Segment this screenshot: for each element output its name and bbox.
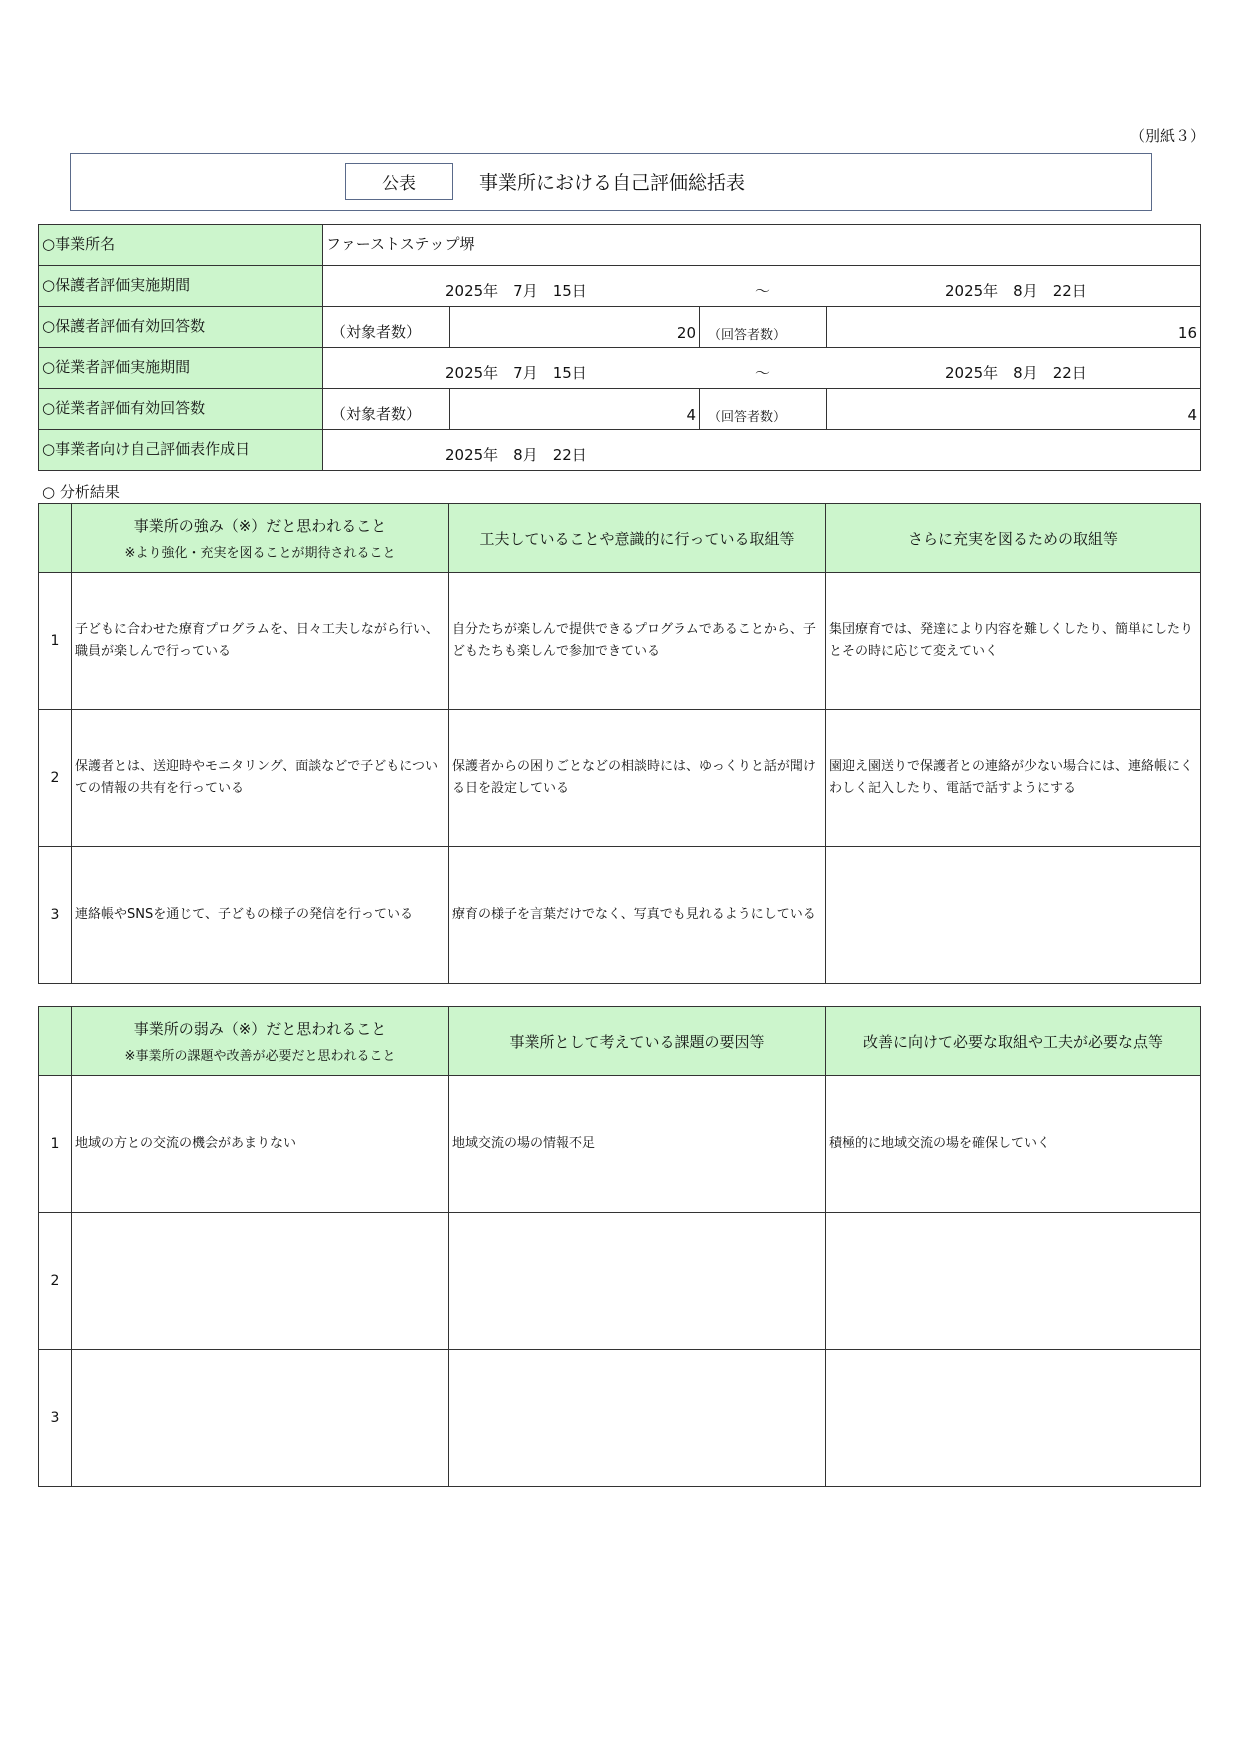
cause-cell [449, 1213, 826, 1350]
staff-period-label: ○従業者評価実施期間 [39, 348, 323, 389]
improvement-cell: 積極的に地域交流の場を確保していく [826, 1076, 1201, 1213]
staff-period-row [39, 348, 1201, 389]
strengths-table [38, 503, 1201, 984]
page-title: 事業所における自己評価総括表 [479, 172, 746, 194]
staff-period-value [323, 348, 1201, 389]
weaknesses-col1-title: 事業所の弱み（※）だと思われること [133, 1020, 387, 1038]
table-row [39, 710, 1201, 847]
staff-period-start: 2025年 7月 15日 [445, 364, 587, 382]
strengths-col2-header: 工夫していることや意識的に行っている取組等 [449, 504, 826, 573]
cause-cell [449, 1350, 826, 1487]
table-row [39, 573, 1201, 710]
guardian-period-row [39, 266, 1201, 307]
table-row [39, 1076, 1201, 1213]
strength-cell: 保護者とは、送迎時やモニタリング、面談などで子どもについての情報の共有を行っている [72, 710, 449, 847]
enhancement-cell: 集団療育では、発達により内容を難しくしたり、簡単にしたりとその時に応じて変えていく [826, 573, 1201, 710]
staff-period-end: 2025年 8月 22日 [945, 364, 1087, 382]
effort-cell: 保護者からの困りごとなどの相談時には、ゆっくりと話が聞ける日を設定している [449, 710, 826, 847]
office-name-value: ファーストステップ堺 [323, 225, 1201, 266]
office-name-row [39, 225, 1201, 266]
guardian-count-row [39, 307, 1201, 348]
cause-cell: 地域交流の場の情報不足 [449, 1076, 826, 1213]
created-date: 2025年 8月 22日 [445, 446, 587, 464]
table-row [39, 847, 1201, 984]
weaknesses-col2-header: 事業所として考えている課題の要因等 [449, 1007, 826, 1076]
staff-target-label: （対象者数） [323, 389, 450, 430]
row-number: 3 [39, 1350, 72, 1487]
weaknesses-col3-header: 改善に向けて必要な取組や工夫が必要な点等 [826, 1007, 1201, 1076]
section-title: ○ 分析結果 [42, 483, 120, 501]
row-number: 3 [39, 847, 72, 984]
weakness-cell [72, 1213, 449, 1350]
weaknesses-table [38, 1006, 1201, 1487]
strengths-col1-note: ※より強化・充実を図ることが期待されること [124, 546, 396, 561]
effort-cell: 療育の様子を言葉だけでなく、写真でも見れるようにしている [449, 847, 826, 984]
guardian-period-value [323, 266, 1201, 307]
header-index-cell [39, 504, 72, 573]
weaknesses-col1-header [72, 1007, 449, 1076]
staff-count-label: ○従業者評価有効回答数 [39, 389, 323, 430]
strengths-col1-title: 事業所の強み（※）だと思われること [133, 517, 387, 535]
public-label: 公表 [345, 163, 453, 200]
staff-answer-value: 4 [827, 389, 1201, 430]
table-row [39, 1213, 1201, 1350]
created-row [39, 430, 1201, 471]
weakness-cell [72, 1350, 449, 1487]
guardian-period-sep: ～ [755, 282, 771, 300]
header-index-cell [39, 1007, 72, 1076]
created-label: ○事業者向け自己評価表作成日 [39, 430, 323, 471]
row-number: 2 [39, 1213, 72, 1350]
weaknesses-col1-note: ※事業所の課題や改善が必要だと思われること [124, 1049, 396, 1064]
strength-cell: 連絡帳やSNSを通じて、子どもの様子の発信を行っている [72, 847, 449, 984]
weakness-cell: 地域の方との交流の機会があまりない [72, 1076, 449, 1213]
weaknesses-header-row [39, 1007, 1201, 1076]
improvement-cell [826, 1213, 1201, 1350]
guardian-period-label: ○保護者評価実施期間 [39, 266, 323, 307]
row-number: 2 [39, 710, 72, 847]
guardian-count-label: ○保護者評価有効回答数 [39, 307, 323, 348]
office-name-label: ○事業所名 [39, 225, 323, 266]
enhancement-cell [826, 847, 1201, 984]
improvement-cell [826, 1350, 1201, 1487]
staff-count-row [39, 389, 1201, 430]
guardian-period-start: 2025年 7月 15日 [445, 282, 587, 300]
staff-target-value: 4 [450, 389, 700, 430]
staff-answer-label: （回答者数） [700, 389, 827, 430]
title-box [70, 153, 1152, 211]
effort-cell: 自分たちが楽しんで提供できるプログラムであることから、子どもたちも楽しんで参加できている [449, 573, 826, 710]
attachment-label: （別紙３） [1130, 127, 1206, 145]
strength-cell: 子どもに合わせた療育プログラムを、日々工夫しながら行い、職員が楽しんで行っている [72, 573, 449, 710]
guardian-period-end: 2025年 8月 22日 [945, 282, 1087, 300]
staff-period-sep: ～ [755, 364, 771, 382]
row-number: 1 [39, 573, 72, 710]
enhancement-cell: 園迎え園送りで保護者との連絡が少ない場合には、連絡帳にくわしく記入したり、電話で話すようにする [826, 710, 1201, 847]
guardian-answer-label: （回答者数） [700, 307, 827, 348]
table-row [39, 1350, 1201, 1487]
strengths-col3-header: さらに充実を図るための取組等 [826, 504, 1201, 573]
guardian-answer-value: 16 [827, 307, 1201, 348]
strengths-header-row [39, 504, 1201, 573]
info-table [38, 224, 1201, 471]
row-number: 1 [39, 1076, 72, 1213]
strengths-col1-header [72, 504, 449, 573]
created-value [323, 430, 1201, 471]
guardian-target-value: 20 [450, 307, 700, 348]
guardian-target-label: （対象者数） [323, 307, 450, 348]
